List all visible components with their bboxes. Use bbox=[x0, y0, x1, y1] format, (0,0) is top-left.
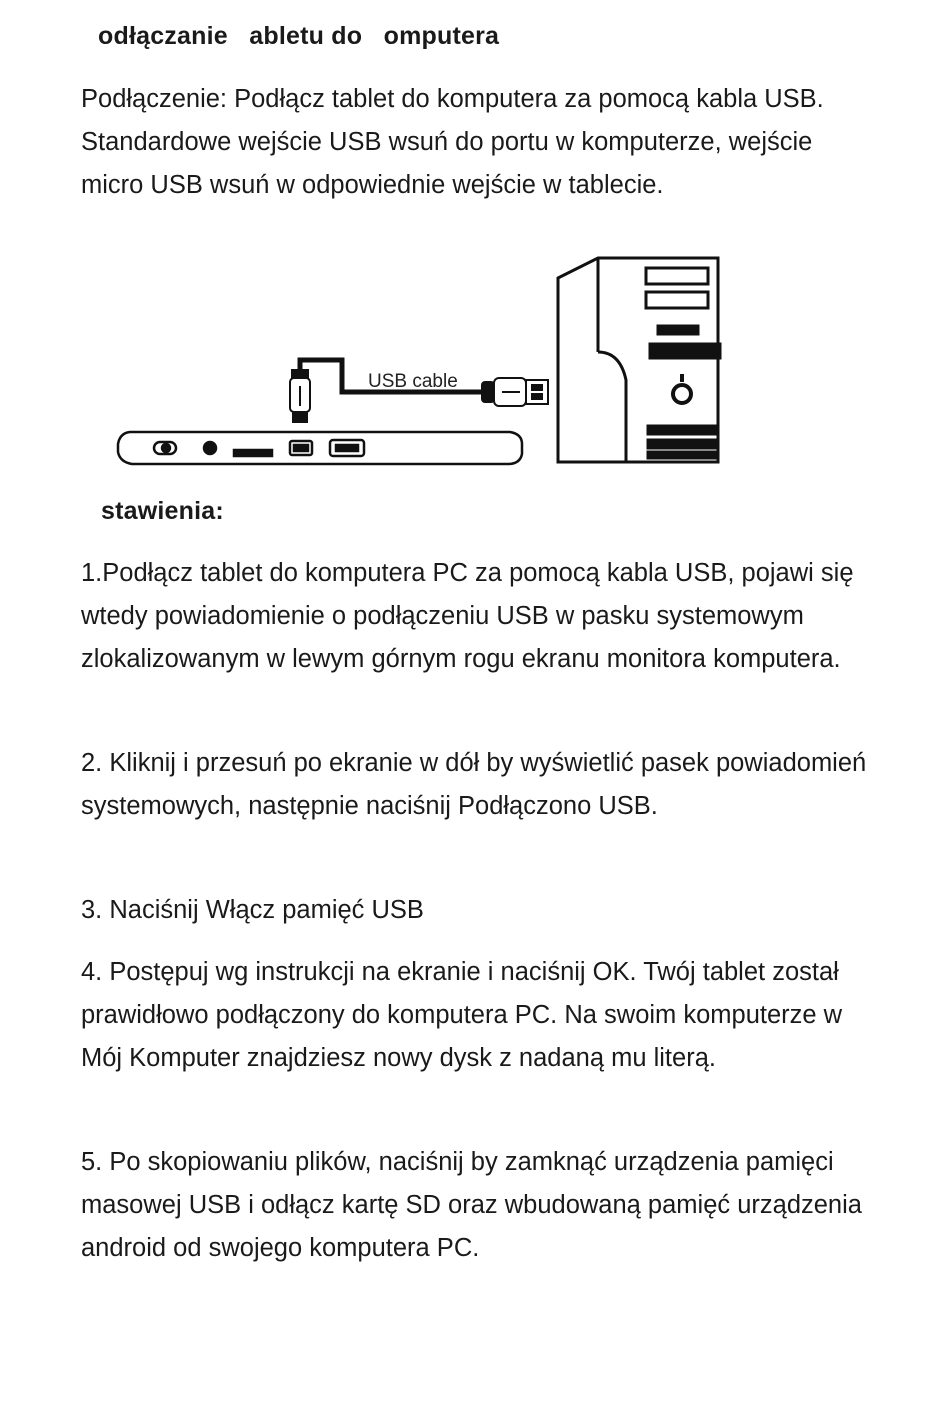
pc-tower-icon bbox=[558, 258, 720, 462]
step-1: 1.Podłącz tablet do komputera PC za pomocą kabla USB, pojawi się wtedy powiadomienie o podłączeniu USB w pasku systemowym zlokalizowanym w lewym górnym rogu ekranu monitora komputera. bbox=[81, 559, 854, 673]
tablet-side-view-icon bbox=[118, 432, 522, 464]
section-title-settings: stawienia: bbox=[101, 497, 224, 525]
micro-usb-plug-icon bbox=[290, 370, 310, 422]
intro-paragraph: Podłączenie: Podłącz tablet do komputera za pomocą kabla USB. Standardowe wejście USB wsuń do portu w komputerze, wejście micro USB wsuń w odpowiednie wejście w tablecie. bbox=[81, 85, 824, 199]
section-title-connecting: odłączanie abletu do omputera bbox=[98, 22, 500, 50]
step-2: 2. Kliknij i przesuń po ekranie w dół by wyświetlić pasek powiadomień systemowych, następnie naciśnij Podłączono USB. bbox=[81, 749, 867, 820]
usb-connection-illustration bbox=[110, 240, 730, 472]
usb-cable-label: USB cable bbox=[368, 371, 458, 392]
step-3: 3. Naciśnij Włącz pamięć USB bbox=[81, 896, 424, 924]
step-4: 4. Postępuj wg instrukcji na ekranie i naciśnij OK. Twój tablet został prawidłowo podłączony do komputera PC. Na swoim komputerze w Mój Komputer znajdziesz nowy dysk z nadaną mu literą. bbox=[81, 958, 843, 1072]
step-5: 5. Po skopiowaniu plików, naciśnij by zamknąć urządzenia pamięci masowej USB i odłącz kartę SD oraz wbudowaną pamięć urządzenia android od swojego komputera PC. bbox=[81, 1148, 862, 1262]
usb-plug-icon bbox=[482, 378, 548, 406]
